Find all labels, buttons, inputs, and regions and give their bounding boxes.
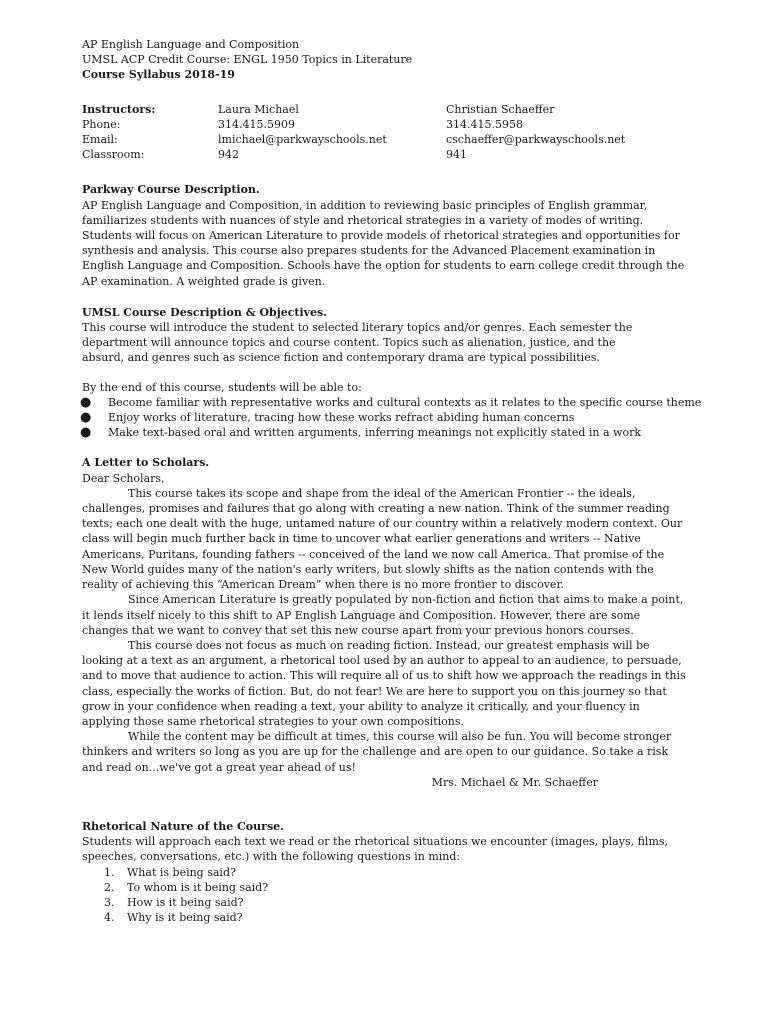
letter-paragraph: This course does not focus as much on reading fiction. Instead, our greatest emphasis will be looking at a text as an argument, a rhetorical tool used by an author to appeal to an audience, to persuade, and to move that audience to action. This will require all of us to shift how we approach the readings in this class, especially the works of fiction. But, do not fear! We are here to support you on this journey so that grow in your confidence when reading a text, your ability to analyze it critically, and your fluency in applying those same rhetorical strategies to your own compositions.	[82, 638, 686, 728]
instructor-contact-table	[82, 102, 688, 163]
list-number: 1.	[104, 865, 115, 879]
instructor1-email: lmichael@parkwayschools.net	[218, 133, 387, 147]
list-item	[82, 895, 688, 910]
section-body-line: absurd, and genres such as science fiction and contemporary drama are typical possibilities.	[82, 351, 600, 365]
list-text: Why is it being said?	[127, 911, 243, 925]
letter-paragraph: Since American Literature is greatly populated by non-fiction and fiction that aims to make a point, it lends itself nicely to this shift to AP English Language and Composition. However, there are some changes that we want to convey that set this new course apart from your previous honors courses.	[82, 593, 684, 637]
list-item: ● Become familiar with representative works and cultural contexts as it relates to the specific course theme	[82, 395, 688, 410]
list-text: To whom is it being said?	[127, 880, 269, 894]
list-item: ● Make text-based oral and written arguments, inferring meanings not explicitly stated in a work	[82, 425, 688, 440]
syllabus-title: Course Syllabus 2018-19	[82, 68, 235, 82]
list-number: 3.	[104, 895, 115, 909]
list-item	[82, 880, 688, 895]
instructor1-name: Laura Michael	[218, 102, 299, 116]
letter-signature: Mrs. Michael & Mr. Schaeffer	[431, 775, 598, 789]
list-number: 2.	[104, 880, 115, 894]
course-title: AP English Language and Composition	[82, 38, 300, 51]
letter-paragraph: This course takes its scope and shape from the ideal of the American Frontier -- the ideals, challenges, promises and failures that go along with creating a new nation. Think of the summer reading texts; each one dealt with the huge, untamed nature of our country within a relatively modern context. Our class will begin much further back in time to uncover what earlier generations and writers -- Native Americans, Puritans, founding fathers -- conceived of the land we now call America. That promise of the New World guides many of the nation's early writers, but slowly shifts as the nation contends with the reality of achieving this “American Dream” when there is no more frontier to discover.	[82, 486, 683, 592]
list-item	[82, 910, 688, 925]
section-body-line: department will announce topics and course content. Topics such as alienation, justice, and the	[82, 336, 616, 350]
objectives-intro: By the end of this course, students will be able to:	[82, 380, 362, 394]
section-heading: Rhetorical Nature of the Course.	[82, 819, 284, 833]
label-instructors: Instructors:	[82, 102, 156, 116]
list-number: 4.	[104, 911, 115, 925]
instructor1-classroom: 942	[218, 148, 239, 162]
section-body-line: This course will introduce the student to selected literary topics and/or genres. Each semester the	[82, 321, 633, 335]
section-heading: Parkway Course Description.	[82, 183, 260, 197]
instructor2-phone: 314.415.5958	[446, 117, 523, 131]
list-item: ● Enjoy works of literature, tracing how these works refract abiding human concerns	[82, 410, 688, 425]
section-body: Students will approach each text we read or the rhetorical situations we encounter (images, plays, films, speeches, conversations, etc.) with the following questions in mind:	[82, 835, 669, 864]
questions-list	[82, 865, 688, 926]
letter-salutation: Dear Scholars,	[82, 471, 165, 485]
letter-paragraph: While the content may be difficult at times, this course will also be fun. You will become stronger thinkers and writers so long as you are up for the challenge and are open to our guidance. So take a risk and read on...we've got a great year ahead of us!	[82, 730, 672, 774]
document-header	[82, 37, 688, 83]
credit-course-line: UMSL ACP Credit Course: ENGL 1950 Topics in Literature	[82, 53, 413, 67]
list-text: What is being said?	[127, 865, 236, 879]
section-heading: UMSL Course Description & Objectives.	[82, 305, 328, 319]
label-email: Email:	[82, 133, 118, 147]
instructor2-classroom: 941	[446, 148, 467, 162]
parkway-description-section	[82, 182, 688, 288]
list-item	[82, 865, 688, 880]
instructor2-email: cschaeffer@parkwayschools.net	[446, 133, 626, 147]
instructor2-name: Christian Schaeffer	[446, 102, 555, 116]
umsl-description-section	[82, 305, 702, 441]
label-phone: Phone:	[82, 117, 121, 131]
section-body: AP English Language and Composition, in addition to reviewing basic principles of English grammar, familiarizes students with nuances of style and rhetorical strategies in a variety of modes of writing. Students will focus on American Literature to provide models of rhetorical strategies and opportunities for synthesis and analysis. This course also prepares students for the Advanced Placement examination in English Language and Composition. Schools have the option for students to earn college credit through the AP examination. A weighted grade is given.	[82, 198, 685, 288]
instructor1-phone: 314.415.5909	[218, 117, 295, 131]
objectives-list	[82, 395, 702, 441]
label-classroom: Classroom:	[82, 148, 145, 162]
letter-section	[82, 455, 688, 789]
list-text: How is it being said?	[127, 895, 244, 909]
section-heading: A Letter to Scholars.	[82, 456, 210, 470]
rhetorical-section	[82, 819, 688, 925]
